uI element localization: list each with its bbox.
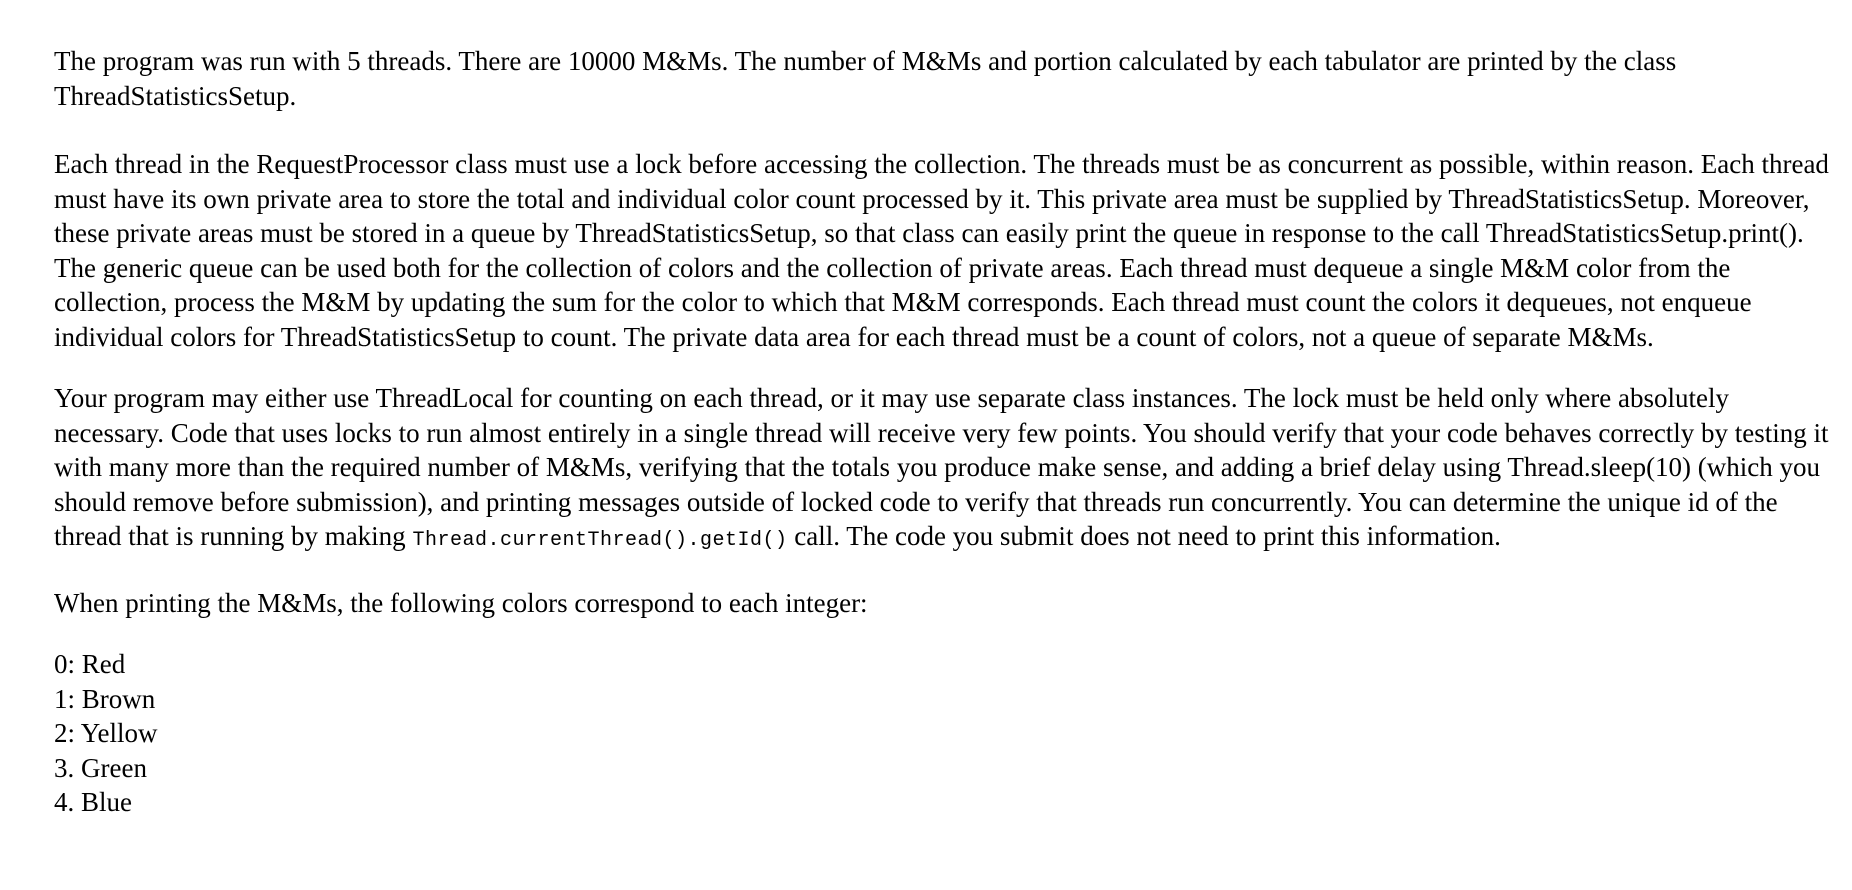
color-item-brown: 1: Brown xyxy=(54,683,156,714)
testing-paragraph xyxy=(54,381,1844,559)
color-mapping-list xyxy=(54,647,1844,820)
color-item-blue: 4. Blue xyxy=(54,787,132,817)
thread-id-code: Thread.currentThread().getId() xyxy=(412,529,788,552)
document-body xyxy=(54,44,1844,820)
testing-text-after-code: call. The code you submit does not need to print this information. xyxy=(787,521,1501,551)
color-item-yellow: 2: Yellow xyxy=(54,718,158,748)
intro-paragraph: The program was run with 5 threads. There are 10000 M&Ms. The number of M&Ms and portion calculated by each tabulator are printed by the class ThreadStatisticsSetup. xyxy=(54,46,1677,111)
testing-text-before-code: Your program may either use ThreadLocal for counting on each thread, or it may use separate class instances. The lock must be held only where absolutely necessary. Code that uses locks to run almost entirely in a single thread will receive very few points. You should verify that your code behaves correctly by testing it with many more than the required number of M&Ms, verifying that the totals you produce make sense, and adding a brief delay using Thread.sleep(10) (which you should remove before submission), and printing messages outside of locked code to verify that threads run concurrently. You can determine the unique id of the thread that is running by making xyxy=(54,383,1829,551)
requirements-paragraph: Each thread in the RequestProcessor class must use a lock before accessing the collection. The threads must be as concurrent as possible, within reason. Each thread must have its own private area to store the total and individual color count processed by it. This private area must be supplied by ThreadStatisticsSetup. Moreover, these private areas must be stored in a queue by ThreadStatisticsSetup, so that class can easily print the queue in response to the call ThreadStatisticsSetup.print(). The generic queue can be used both for the collection of colors and the collection of private areas. Each thread must dequeue a single M&M color from the collection, process the M&M by updating the sum for the color to which that M&M corresponds. Each thread must count the colors it dequeues, not enqueue individual colors for ThreadStatisticsSetup to count. The private data area for each thread must be a count of colors, not a queue of separate M&Ms. xyxy=(54,149,1829,352)
color-item-green: 3. Green xyxy=(54,752,147,783)
color-mapping-intro: When printing the M&Ms, the following colors correspond to each integer: xyxy=(54,587,868,618)
color-item-red: 0: Red xyxy=(54,649,126,679)
